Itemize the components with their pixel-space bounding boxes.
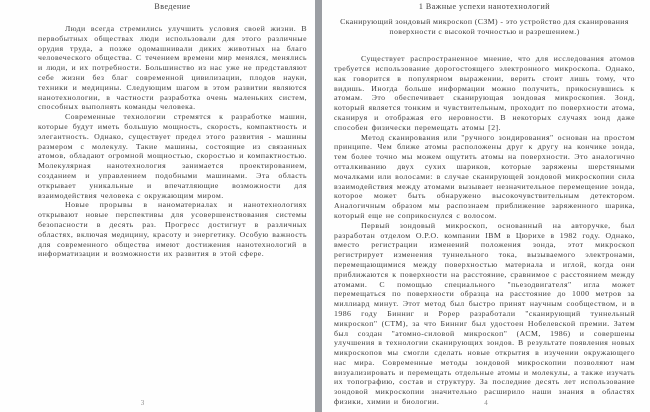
paragraph: Метод сканирования или "ручного зондирования" основан на простом принципе. Чем ближе атомы расположены друг к другу на кончике зонда, тем более точно мы можем ощутить атомы на поверхности. Это аналогично отталкиванию двух сухих шариков, которые заряжены шерстяными мочалками или волосами: в случае сканирующей зондовой микроскопии сила взаимодействия между атомами вызывает незначительное перемещение зонда, которое может быть обнаружено высокочувствительным детектором. Аналогичным образом мы распознаем приближение заряженного шарика, который еще не соприкоснулся с волосом.: [334, 132, 635, 220]
paragraph: Новые прорывы в наноматериалах и нанотехнологиях открывают новые перспективы для усовершенствования системы безопасности в десять раз. Прогресс достигнут в различных областях, включая медицину, красоту и энергетику. Особую важность для современного общества имеют достижения нанотехнологий в информатизации и возможности их развития в этой сфере.: [38, 200, 307, 259]
page-number: 4: [484, 399, 488, 407]
paragraph: Современные технологии стремятся к разработке машин, которые будут иметь большую мощность, скорость, компактность и элегантность. Однако, существует предел этого развития - машины размером с молекулу. Такие машины, состоящие из связанных атомов, обладают огромной мощностью, скоростью и компактностью. Молекулярная нанотехнология занимается проектированием, созданием и управлением подобными машинами. Эта область открывает уникальные и впечатляющие возможности для взаимодействия человека с окружающим миром.: [38, 112, 307, 200]
document-page-3[interactable]: [0, 0, 315, 412]
page-heading-chapter-1: 1 Важные успехи нанотехнологий: [418, 2, 551, 11]
paragraph: Первый зондовый микроскоп, основанный на авторучке, был разработан отделом О.Р.О. компании IBM в Цюрихе в 1982 году. Однако, вместо регистрации изменений положения зонда, этот микроскоп регистрирует изменения туннельного тока, вызываемого электронами, перемещающимися между поверхностью материала и иглой, когда они приближаются к поверхности на расстояние, сравнимое с расстоянием между атомами. С помощью специального "пьезодвигателя" игла может перемещаться по поверхности образца на расстояние до 1000 метров за миллиард минут. Этот метод был быстро принят научным сообществом, и в 1986 году Бинниг и Рорер разработали "сканирующий туннельный микроскоп" (СТМ), за что Бинниг был удостоен Нобелевской премии. Затем был создан "атомно-силовой микроскоп" (АСМ, 1986) и совершены улучшения в технологии сканирующих зондов. В результате появления новых микроскопов мы смогли сделать новые открытия в изучении окружающего нас мира. Современные методы зондовой микроскопии позволяют нам визуализировать и перемещать отдельные атомы и молекулы, а также изучать их топографию, состав и структуру. За последние десять лет использование зондовой микроскопии значительно расширило наши знания в областях физики, химии и биологии.: [334, 220, 635, 407]
paragraph: Люди всегда стремились улучшить условия своей жизни. В первобытных обществах люди использовали для этого различные орудия труда, а позже одомашнивали диких животных на благо человеческого общества. С течением времени мир менялся, менялись и люди, и их потребности. Большинство из нас уже не представляют себе жизни без благ современной цивилизации, плодов науки, техники и медицины. Следующим шагом в этом развитии являются нанотехнологии, в частности разработка очень маленьких систем, способных выполнять команды человека.: [38, 24, 307, 112]
chapter-subtitle: Сканирующий зондовый микроскоп (СЗМ) - это устройство для сканирования поверхности с высокой точностью и разрешением.): [340, 17, 629, 36]
document-page-4[interactable]: [322, 0, 650, 412]
page-gutter-divider: [315, 0, 322, 412]
page-number: 3: [140, 399, 145, 407]
page-heading-introduction: Введение: [154, 2, 191, 11]
paragraph: Существует распространенное мнение, что для исследования атомов требуется использование дорогостоящего электронного микроскопа. Однако, как говорится в популярном выражении, верить стоит лишь тому, что видишь. Иногда больше информации можно получить, прикоснувшись к атомам. Это обеспечивает сканирующая зондовая микроскопия. Зонд, который является тонким и чувствительным, проходит по поверхности атома, сканируя и отображая его неровности. В некоторых случаях зонд даже способен физически перемещать атомы [2].: [334, 54, 635, 132]
